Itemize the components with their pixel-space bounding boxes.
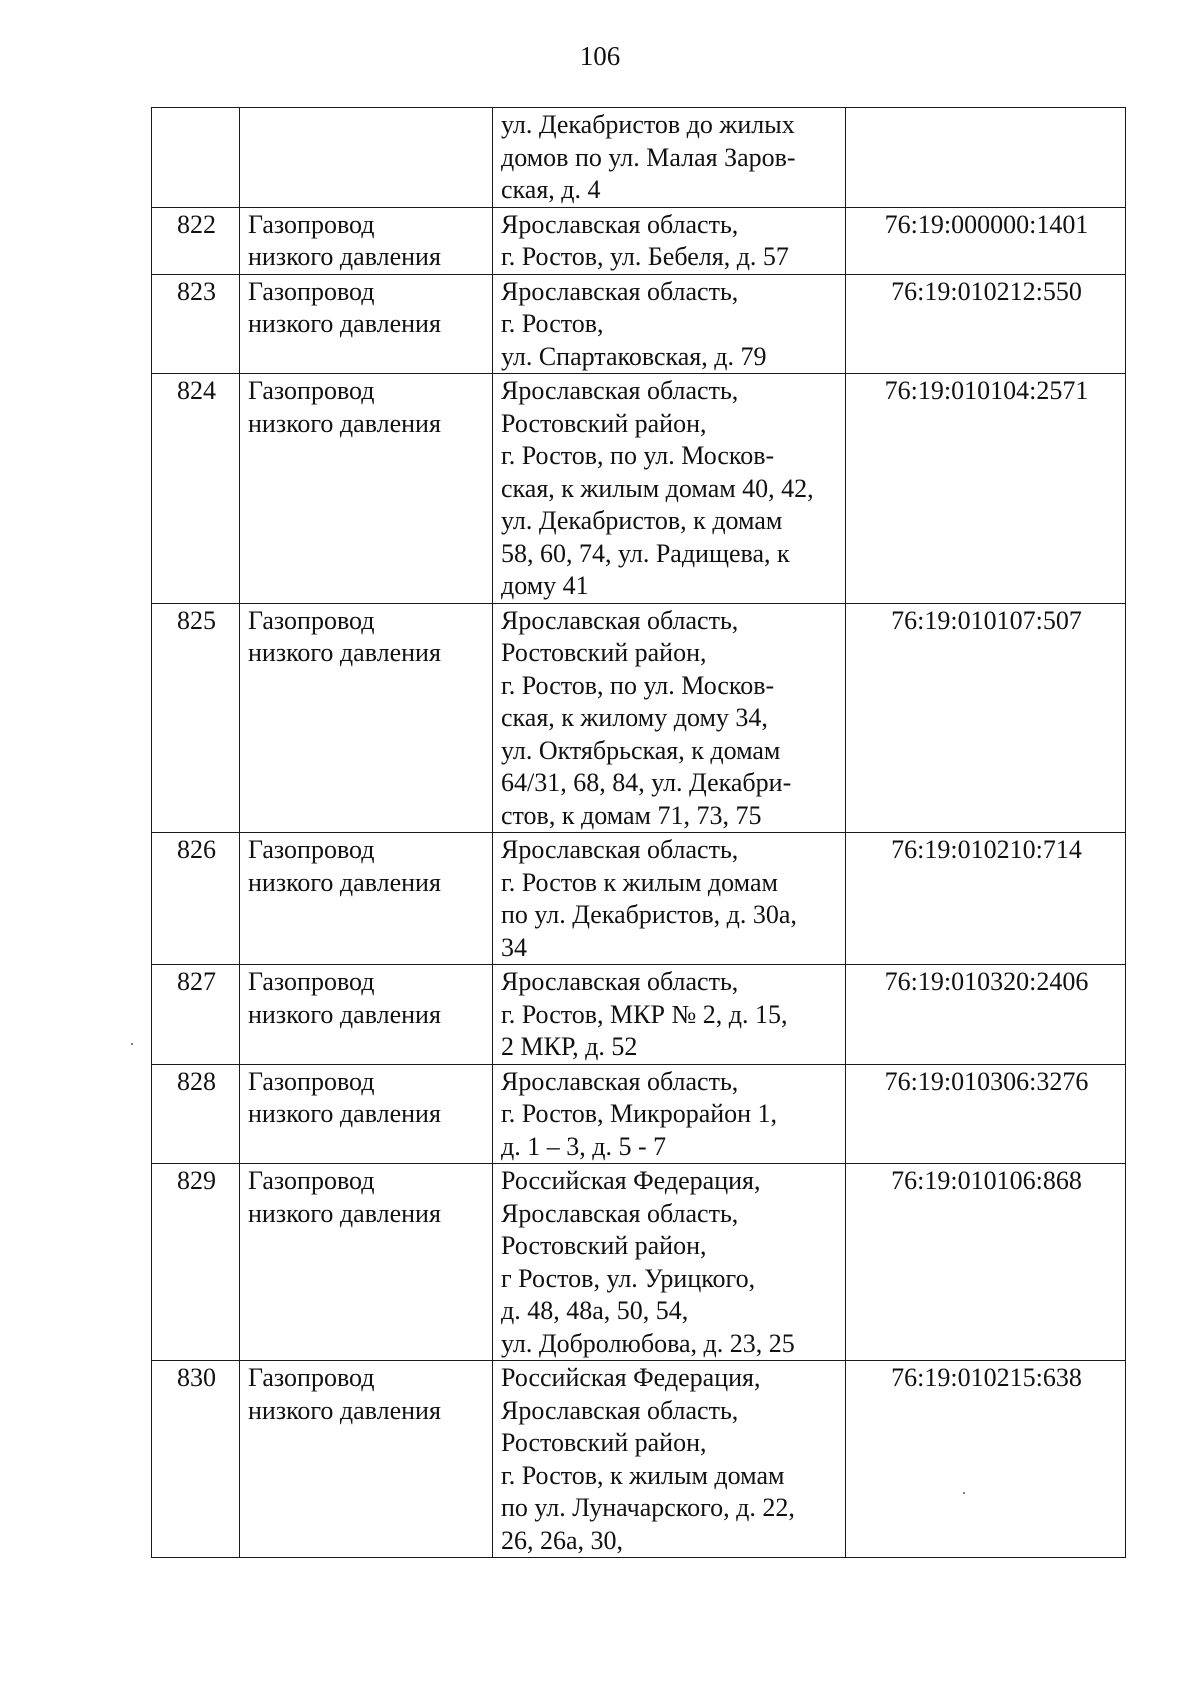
table-row [152, 1164, 1126, 1361]
address-line: Ярославская область, [501, 835, 739, 864]
table-row [152, 603, 1126, 833]
cadastral-number: 76:19:010306:3276 [846, 1064, 1126, 1164]
object-name-line: Газопровод [248, 276, 375, 306]
address-line: 64/31, 68, 84, ул. Декабри- [501, 768, 792, 797]
address-line: ская, д. 4 [501, 175, 601, 204]
row-number [152, 108, 240, 208]
cadastral-number: 76:19:000000:1401 [846, 207, 1126, 274]
object-name-cell [240, 374, 493, 604]
address-line: г. Ростов, МКР № 2, д. 15, [501, 999, 788, 1029]
address-line: Ярославская область, [501, 1066, 739, 1096]
table-row [152, 1361, 1126, 1558]
registry-table-body [152, 108, 1126, 1558]
address-line: по ул. Луначарского, д. 22, [501, 1493, 795, 1522]
object-name-cell [240, 1064, 493, 1164]
cadastral-number: 76:19:010320:2406 [846, 965, 1126, 1065]
address-line: Российская Федерация, [501, 1166, 761, 1195]
row-number: 826 [152, 833, 240, 965]
address-line: дому 41 [501, 571, 589, 600]
table-row [152, 274, 1126, 374]
address-line: Ярославская область, [501, 376, 739, 405]
object-name-cell [240, 833, 493, 965]
object-name-line: Газопровод [248, 605, 375, 635]
address-line: Ростовский район, [501, 1428, 707, 1457]
object-name-line: низкого давления [248, 309, 441, 338]
address-line: Ростовский район, [501, 408, 707, 438]
registry-table [151, 107, 1126, 1558]
address-line: 58, 60, 74, ул. Радищева, к [501, 538, 790, 568]
address-line: Ярославская область, [501, 209, 739, 239]
object-name-line: низкого давления [248, 242, 441, 271]
object-name-line: низкого давления [248, 1395, 441, 1425]
address-line: д. 1 – 3, д. 5 - 7 [501, 1131, 667, 1161]
address-line: Ярославская область, [501, 1198, 739, 1228]
address-line: г. Ростов, по ул. Москов- [501, 441, 775, 470]
address-line: ул. Декабристов, к домам [501, 506, 783, 535]
address-line: д. 48, 48а, 50, 54, [501, 1296, 689, 1325]
address-line: Ярославская область, [501, 1395, 739, 1425]
object-name-cell [240, 965, 493, 1065]
address-line: г. Ростов, [501, 309, 604, 338]
scan-speck [131, 1043, 133, 1045]
object-name-line: низкого давления [248, 999, 441, 1029]
address-line: г. Ростов, Микрорайон 1, [501, 1099, 778, 1128]
object-name-cell [240, 603, 493, 833]
object-name-line: низкого давления [248, 867, 441, 897]
cadastral-number: 76:19:010212:550 [846, 274, 1126, 374]
table-row [152, 965, 1126, 1065]
address-line: г. Ростов, ул. Бебеля, д. 57 [501, 242, 789, 271]
object-name-line: Газопровод [248, 1066, 375, 1096]
cadastral-number [846, 108, 1126, 208]
object-name-line: низкого давления [248, 638, 441, 667]
address-line: домов по ул. Малая Заров- [501, 142, 796, 172]
address-line: г. Ростов, по ул. Москов- [501, 670, 775, 700]
address-line: Ростовский район, [501, 638, 707, 667]
address-line: 26, 26а, 30, [501, 1525, 624, 1555]
row-number: 829 [152, 1164, 240, 1361]
table-row [152, 207, 1126, 274]
address-cell [493, 965, 846, 1065]
object-name-line: низкого давления [248, 1198, 441, 1228]
address-cell [493, 1361, 846, 1558]
row-number: 824 [152, 374, 240, 604]
cadastral-number: 76:19:010107:507 [846, 603, 1126, 833]
address-cell [493, 274, 846, 374]
address-line: ская, к жилому дому 34, [501, 703, 768, 732]
cadastral-number: 76:19:010106:868 [846, 1164, 1126, 1361]
object-name-line: Газопровод [248, 967, 375, 996]
object-name-line: Газопровод [248, 376, 375, 405]
object-name-line: Газопровод [248, 1166, 375, 1195]
object-name-line: Газопровод [248, 209, 375, 239]
address-cell [493, 1064, 846, 1164]
address-cell [493, 603, 846, 833]
object-name-line: Газопровод [248, 1363, 375, 1392]
address-line: г Ростов, ул. Урицкого, [501, 1263, 756, 1293]
address-line: Ростовский район, [501, 1231, 707, 1260]
address-cell [493, 833, 846, 965]
address-line: 2 МКР, д. 52 [501, 1032, 638, 1061]
address-cell [493, 374, 846, 604]
table-row [152, 833, 1126, 965]
object-name-cell [240, 1164, 493, 1361]
address-line: г. Ростов к жилым домам [501, 867, 778, 897]
address-line: Ярославская область, [501, 967, 739, 996]
object-name-line: Газопровод [248, 835, 375, 864]
address-line: г. Ростов, к жилым домам [501, 1460, 785, 1490]
row-number: 823 [152, 274, 240, 374]
row-number: 830 [152, 1361, 240, 1558]
address-line: Ярославская область, [501, 276, 739, 306]
cadastral-number: 76:19:010210:714 [846, 833, 1126, 965]
address-line: ул. Декабристов до жилых [501, 110, 795, 139]
table-row [152, 1064, 1126, 1164]
row-number: 828 [152, 1064, 240, 1164]
cadastral-number: 76:19:010104:2571 [846, 374, 1126, 604]
object-name-cell [240, 274, 493, 374]
object-name-cell [240, 207, 493, 274]
address-cell [493, 207, 846, 274]
row-number: 822 [152, 207, 240, 274]
address-line: ул. Добролюбова, д. 23, 25 [501, 1328, 795, 1358]
page-number: 106 [579, 41, 621, 71]
scan-speck [963, 1492, 965, 1494]
cadastral-number: 76:19:010215:638 [846, 1361, 1126, 1558]
address-line: Ярославская область, [501, 605, 739, 635]
row-number: 827 [152, 965, 240, 1065]
address-line: ул. Спартаковская, д. 79 [501, 341, 767, 371]
address-cell [493, 108, 846, 208]
table-row [152, 374, 1126, 604]
address-line: Российская Федерация, [501, 1363, 761, 1392]
address-line: 34 [501, 932, 527, 962]
object-name-cell [240, 1361, 493, 1558]
object-name-line: низкого давления [248, 1099, 441, 1128]
object-name-line: низкого давления [248, 408, 441, 438]
address-line: стов, к домам 71, 73, 75 [501, 800, 762, 830]
table-row [152, 108, 1126, 208]
object-name-cell [240, 108, 493, 208]
address-line: ул. Октябрьская, к домам [501, 735, 781, 765]
address-cell [493, 1164, 846, 1361]
address-line: ская, к жилым домам 40, 42, [501, 473, 814, 503]
row-number: 825 [152, 603, 240, 833]
address-line: по ул. Декабристов, д. 30а, [501, 900, 797, 929]
